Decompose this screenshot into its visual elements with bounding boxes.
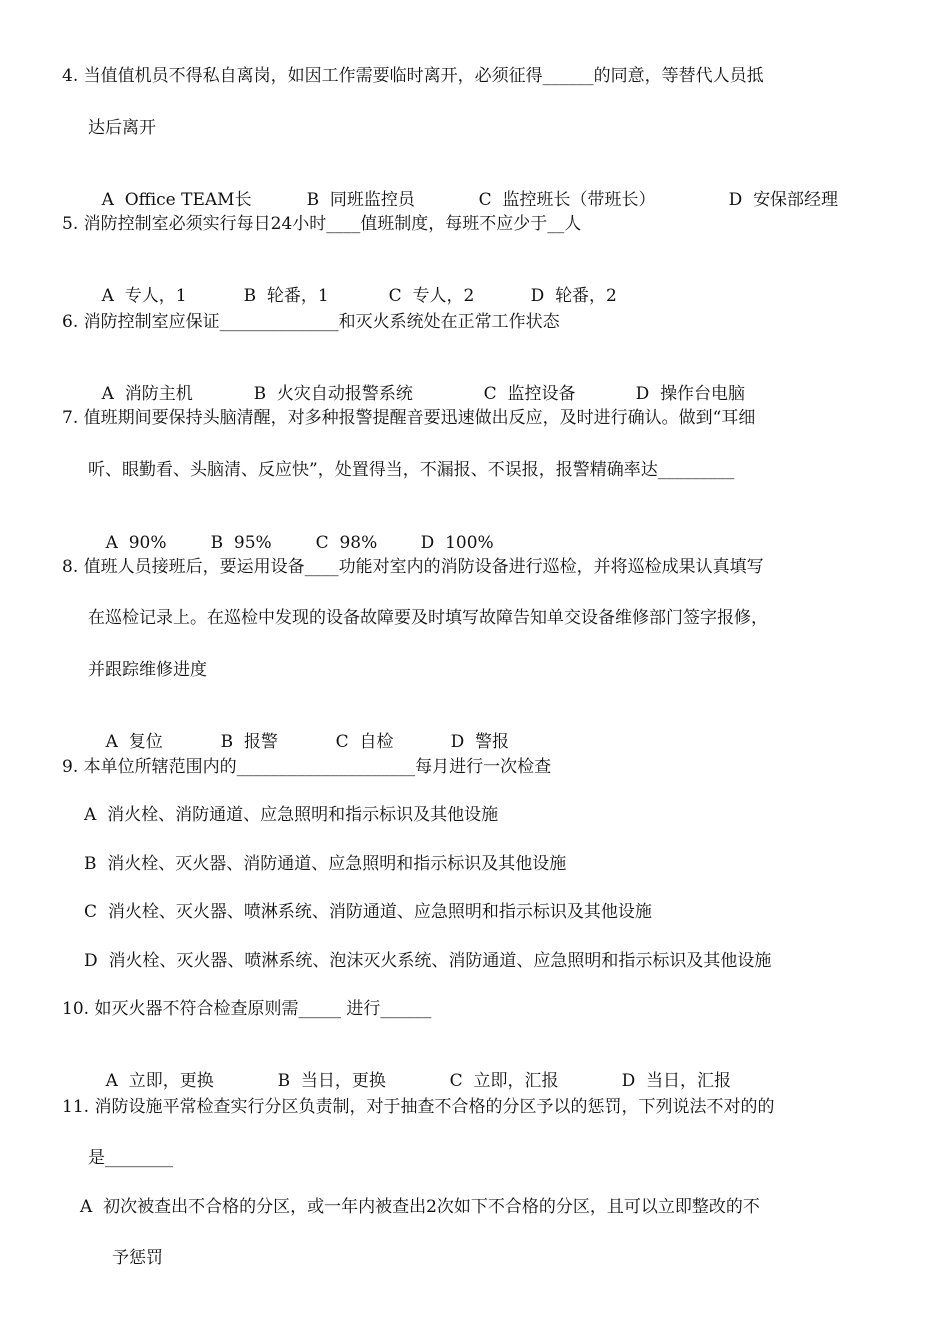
- question-11-option-a-line-1: A 初次被查出不合格的分区，或一年内被查出2次如下不合格的分区，且可以立即整改的不: [80, 1197, 760, 1217]
- question-10-option-c: C 立即，汇报: [449, 1071, 559, 1091]
- question-6-line-1: 6. 消防控制室应保证______________和灭火系统处在正常工作状态: [62, 312, 560, 332]
- question-10-option-d: D 当日，汇报: [621, 1071, 732, 1091]
- question-9-option-a: A 消火栓、消防通道、应急照明和指示标识及其他设施: [84, 805, 499, 825]
- question-7-line-1: 7. 值班期间要保持头脑清醒，对多种报警提醒音要迅速做出反应，及时进行确认。做到“耳细: [62, 408, 756, 428]
- question-8-option-d: D 警报: [450, 732, 510, 752]
- question-10-option-b: B 当日，更换: [277, 1071, 386, 1091]
- question-8-option-c: C 自检: [335, 732, 394, 752]
- question-7-option-b: B 95%: [210, 533, 272, 553]
- question-8-option-a: A 复位: [105, 732, 163, 752]
- question-7-option-c: C 98%: [315, 533, 378, 553]
- question-6-option-c: C 监控设备: [483, 384, 576, 404]
- question-4-option-b: B 同班监控员: [306, 190, 415, 210]
- question-5-option-c: C 专人，2: [388, 286, 475, 306]
- question-10-line-1: 10. 如灭火器不符合检查原则需_____ 进行______: [62, 999, 432, 1019]
- question-4-option-c: C 监控班长（带班长）: [478, 190, 656, 210]
- question-5-option-d: D 轮番，2: [530, 286, 617, 306]
- question-4-option-d: D 安保部经理: [728, 190, 839, 210]
- question-7-line-2: 听、眼勤看、头脑清、反应快”，处置得当，不漏报、不误报，报警精确率达_________: [88, 460, 735, 480]
- question-9-option-c: C 消火栓、灭火器、喷淋系统、消防通道、应急照明和指示标识及其他设施: [84, 902, 652, 922]
- question-5-line-1: 5. 消防控制室必须实行每日24小时____值班制度，每班不应少于__人: [62, 214, 582, 234]
- question-9-option-d: D 消火栓、灭火器、喷淋系统、泡沫灭火系统、消防通道、应急照明和指示标识及其他设施: [84, 951, 772, 971]
- question-8-line-1: 8. 值班人员接班后，要运用设备____功能对室内的消防设备进行巡检，并将巡检成果认真填写: [62, 557, 764, 577]
- question-5-option-a: A 专人，1: [101, 286, 187, 306]
- question-6-option-a: A 消防主机: [101, 384, 193, 404]
- question-11-option-a-line-2: 予惩罚: [112, 1248, 163, 1268]
- question-9-option-b: B 消火栓、灭火器、消防通道、应急照明和指示标识及其他设施: [84, 854, 567, 874]
- question-4-option-a: A Office TEAM长: [101, 190, 252, 210]
- question-4-line-2: 达后离开: [88, 118, 156, 138]
- question-8-line-3: 并跟踪维修进度: [88, 660, 207, 680]
- question-7-option-d: D 100%: [420, 533, 494, 553]
- question-7-option-a: A 90%: [105, 533, 167, 553]
- question-6-option-d: D 操作台电脑: [635, 384, 746, 404]
- question-11-line-1: 11. 消防设施平常检查实行分区负责制，对于抽查不合格的分区予以的惩罚，下列说法不对的的: [62, 1097, 775, 1117]
- question-6-option-b: B 火灾自动报警系统: [253, 384, 413, 404]
- question-8-line-2: 在巡检记录上。在巡检中发现的设备故障要及时填写故障告知单交设备维修部门签字报修，: [88, 608, 768, 628]
- question-8-option-b: B 报警: [220, 732, 278, 752]
- question-11-line-2: 是________: [88, 1148, 173, 1168]
- question-9-line-1: 9. 本单位所辖范围内的_____________________每月进行一次检查: [62, 757, 552, 777]
- question-5-option-b: B 轮番，1: [243, 286, 329, 306]
- question-4-line-1: 4. 当值值机员不得私自离岗，如因工作需要临时离开，必须征得______的同意，等替代人员抵: [62, 66, 764, 86]
- question-10-option-a: A 立即，更换: [105, 1071, 214, 1091]
